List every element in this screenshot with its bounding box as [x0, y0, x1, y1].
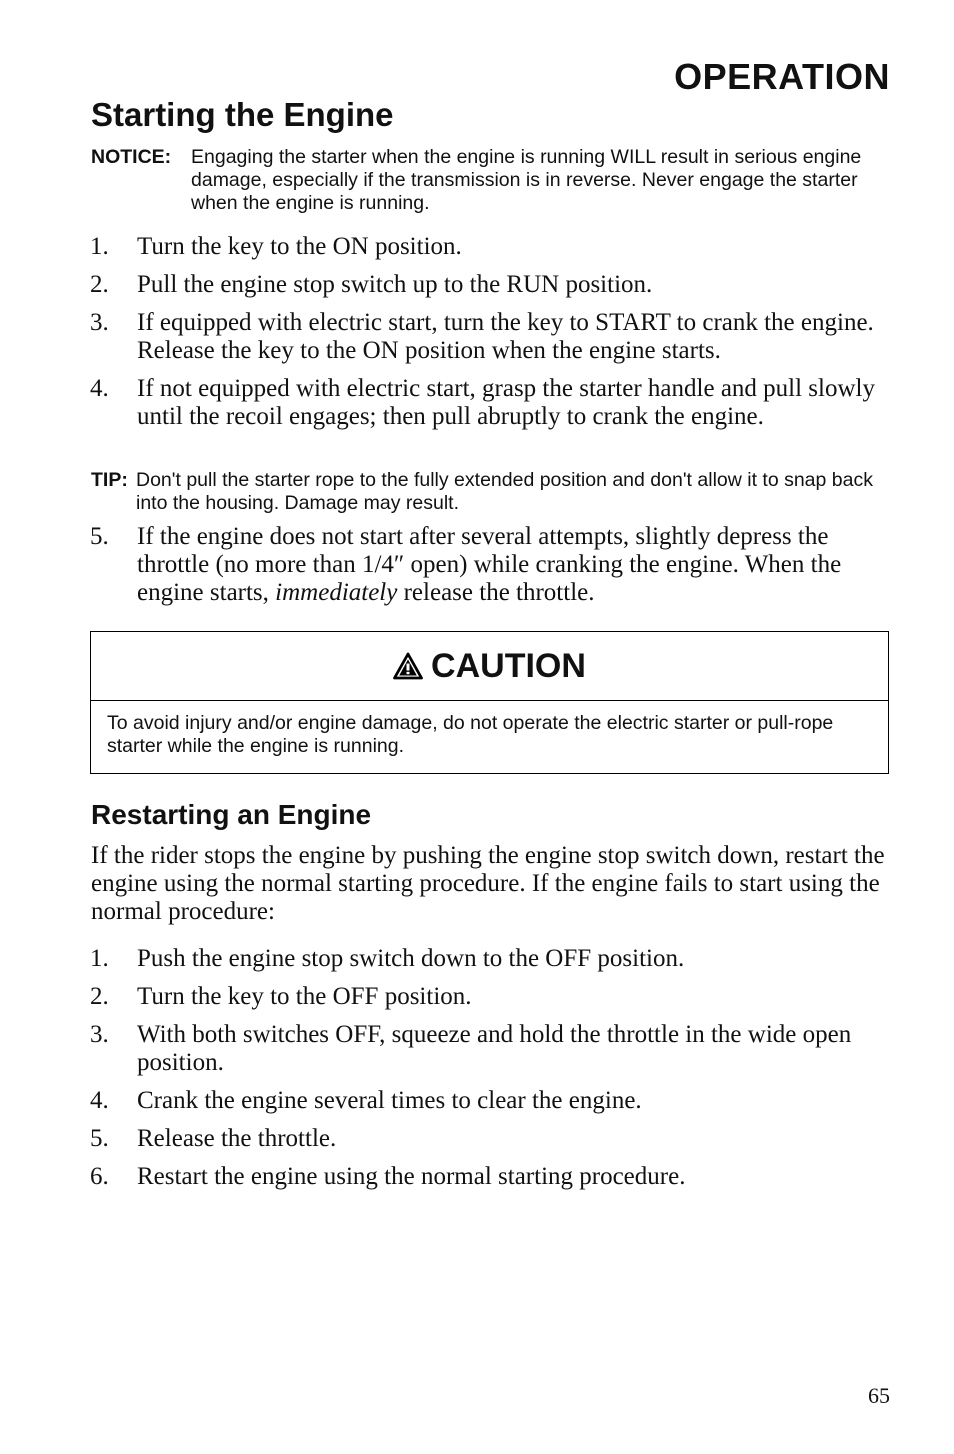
tip-label: TIP: — [91, 469, 128, 491]
page-number: 65 — [868, 1383, 890, 1408]
step-number: 5. — [90, 1125, 109, 1152]
section-title: OPERATION — [674, 56, 890, 97]
restart-heading: Restarting an Engine — [91, 799, 372, 830]
caution-box — [90, 631, 889, 774]
step-text: Crank the engine several times to clear the engine. — [137, 1087, 642, 1114]
emphasis-text: immediately — [275, 579, 398, 606]
tip-text: Don't pull the starter rope to the fully extended position and don't allow it to snap back into the housing. Damage may result. — [136, 469, 873, 514]
step-text: Push the engine stop switch down to the OFF position. — [137, 945, 685, 972]
list-item — [90, 945, 890, 973]
step-text: If equipped with electric start, turn the key to START to crank the engine. Release the key to the ON position when the engine starts. — [137, 309, 874, 364]
step-text-end: release the throttle. — [397, 579, 595, 606]
step-text: With both switches OFF, squeeze and hold the throttle in the wide open position. — [137, 1021, 852, 1076]
list-item — [90, 523, 890, 607]
step-text: Release the throttle. — [137, 1125, 337, 1152]
list-item — [90, 983, 890, 1011]
list-item — [90, 1021, 890, 1077]
step-text — [137, 523, 890, 607]
step-number: 1. — [90, 945, 109, 972]
list-item — [90, 375, 890, 431]
step-number: 4. — [90, 375, 109, 402]
caution-header — [91, 632, 888, 701]
list-item — [90, 309, 890, 365]
caution-text: To avoid injury and/or engine damage, do not operate the electric starter or pull-rope starter while the engine is running. — [107, 712, 834, 757]
step-number: 2. — [90, 271, 109, 298]
caution-title: CAUTION — [431, 646, 586, 685]
notice-block — [91, 146, 891, 215]
starting-steps-list-continued — [90, 523, 890, 617]
notice-text: Engaging the starter when the engine is running WILL result in serious engine damage, especially if the transmission is in reverse. Never engage the starter when the engine is running. — [191, 146, 862, 214]
step-number: 3. — [90, 1021, 109, 1048]
step-text: Pull the engine stop switch up to the RUN position. — [137, 271, 653, 298]
list-item — [90, 1125, 890, 1153]
step-text: Restart the engine using the normal starting procedure. — [137, 1163, 686, 1190]
restart-steps-list — [90, 945, 890, 1201]
step-text-start: If the engine does not start after several attempts, slightly depress the throttle (no more than 1/4″ open) while cranking the engine. When the engine starts, — [137, 523, 842, 606]
restart-intro: If the rider stops the engine by pushing the engine stop switch down, restart the engine using the normal starting procedure. If the engine fails to start using the normal procedure: — [91, 842, 885, 925]
step-text: Turn the key to the ON position. — [137, 233, 462, 260]
starting-steps-list — [90, 233, 890, 441]
step-number: 5. — [90, 523, 109, 550]
warning-triangle-icon — [393, 652, 423, 680]
list-item — [90, 1163, 890, 1191]
step-number: 1. — [90, 233, 109, 260]
page-heading: Starting the Engine — [91, 96, 394, 133]
step-number: 3. — [90, 309, 109, 336]
list-item — [90, 271, 890, 299]
list-item — [90, 233, 890, 261]
tip-block — [91, 469, 891, 515]
step-number: 4. — [90, 1087, 109, 1114]
step-text: If not equipped with electric start, grasp the starter handle and pull slowly until the recoil engages; then pull abruptly to crank the engine. — [137, 375, 875, 430]
notice-label: NOTICE: — [91, 146, 172, 168]
step-number: 6. — [90, 1163, 109, 1190]
list-item — [90, 1087, 890, 1115]
step-number: 2. — [90, 983, 109, 1010]
step-text: Turn the key to the OFF position. — [137, 983, 472, 1010]
